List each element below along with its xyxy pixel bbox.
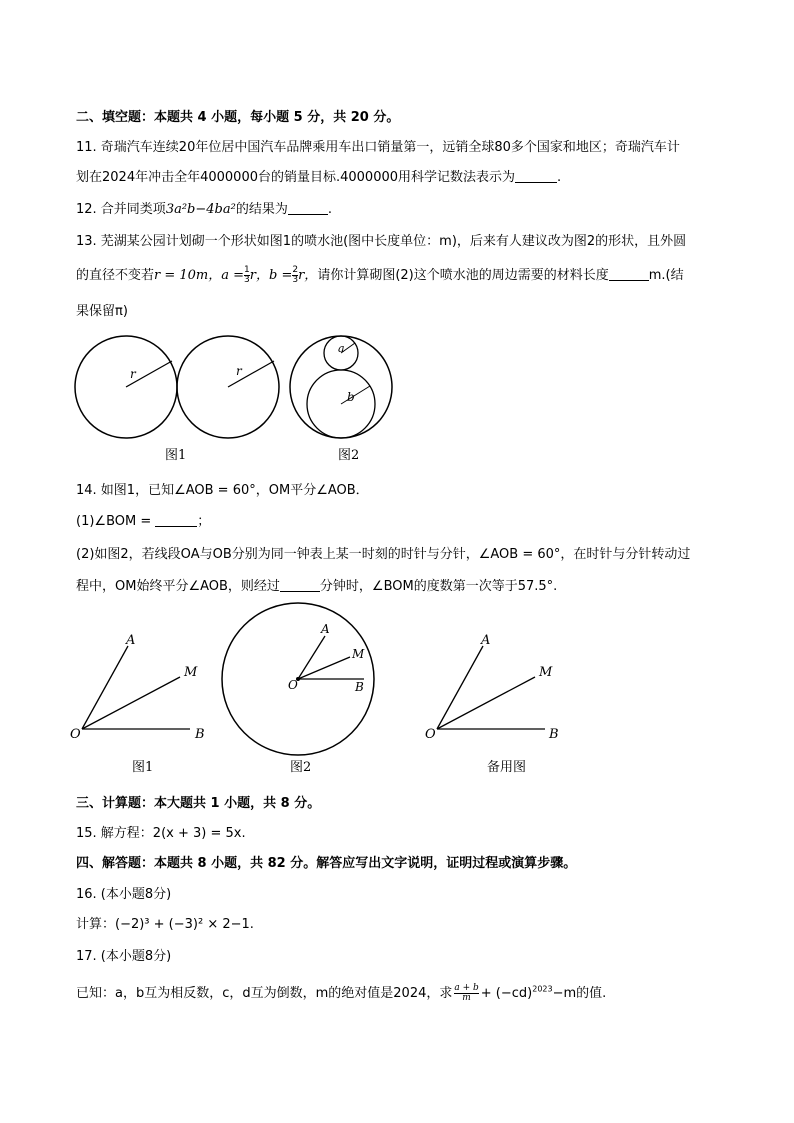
fig1-right-r-label: r bbox=[236, 364, 242, 378]
q17-text-b: + (−cd) bbox=[480, 986, 533, 1001]
section-4-heading: 四、解答题：本题共 8 小题，共 82 分。解答应写出文字说明，证明过程或演算步骤。 bbox=[76, 856, 577, 871]
q17-header: 17. (本小题8分) bbox=[76, 949, 172, 964]
q15-text: 15. 解方程：2(x + 3) = 5x. bbox=[76, 826, 246, 841]
q12-answer-blank[interactable] bbox=[288, 202, 328, 215]
fig2-label-O: O bbox=[288, 678, 298, 692]
q13-a-numerator: 1 bbox=[244, 265, 250, 275]
q14-part1-blank[interactable] bbox=[155, 514, 197, 527]
fig14-caption-1: 图1 bbox=[132, 760, 154, 775]
q13-line2 bbox=[76, 264, 684, 285]
q17-exponent: 2023 bbox=[532, 984, 553, 994]
q17-text bbox=[76, 982, 606, 1003]
fig2-b-radius bbox=[341, 386, 370, 404]
section-2-heading: 二、填空题：本题共 4 小题，每小题 5 分，共 20 分。 bbox=[76, 110, 400, 125]
q14-part1-end: ； bbox=[197, 514, 211, 529]
q13-a-r: r， bbox=[249, 268, 269, 283]
q14-figure bbox=[0, 595, 794, 780]
fig1-label-A: A bbox=[126, 633, 136, 648]
fig3-label-O: O bbox=[425, 727, 436, 742]
fig3-label-M: M bbox=[539, 665, 553, 680]
q11-text: 划在2024年冲击全年4000000台的销量目标.4000000用科学记数法表示为 bbox=[76, 170, 516, 185]
fig13-caption-2: 图2 bbox=[338, 448, 360, 463]
fig2-label-B: B bbox=[355, 680, 364, 694]
q13-b-numerator: 2 bbox=[292, 265, 299, 275]
fig2-ray-OM bbox=[298, 657, 350, 679]
q13-line3: 果保留π) bbox=[76, 304, 128, 319]
q16-header: 16. (本小题8分) bbox=[76, 887, 172, 902]
fig1-label-M: M bbox=[184, 665, 198, 680]
q12-suffix: 的结果为 bbox=[235, 202, 288, 217]
q14-part2-text-a: 程中，OM始终平分∠AOB，则经过 bbox=[76, 579, 280, 594]
q13-a-denominator: 3 bbox=[244, 275, 250, 285]
q17-fraction-denominator: m bbox=[454, 993, 478, 1003]
q13-text-c: m.(结 bbox=[648, 268, 684, 283]
q12-prefix: 12. 合并同类项 bbox=[76, 202, 166, 217]
q14-part2-line1: (2)如图2，若线段OA与OB分别为同一钟表上某一时刻的时针与分针，∠AOB = 60°，在时针与分针转动过 bbox=[76, 547, 691, 562]
q12-end: . bbox=[327, 202, 332, 217]
fig2-ray-OA bbox=[298, 636, 325, 679]
q13-r-value: r = 10m， bbox=[154, 268, 222, 283]
q13-b-eq: b = bbox=[269, 268, 293, 283]
fig1-label-B: B bbox=[195, 727, 205, 742]
q17-text-a: 已知：a，b互为相反数，c，d互为倒数，m的绝对值是2024，求 bbox=[76, 986, 453, 1001]
fig14-caption-3: 备用图 bbox=[487, 760, 527, 775]
fig2-label-M: M bbox=[352, 647, 365, 661]
fig2-a-label: a bbox=[338, 342, 345, 355]
q12-line bbox=[76, 198, 332, 217]
section-3-heading: 三、计算题：本大题共 1 小题，共 8 分。 bbox=[76, 796, 321, 811]
q13-line1: 13. 芜湖某公园计划砌一个形状如图1的喷水池(图中长度单位：m)，后来有人建议改为图2的形状，且外圆 bbox=[76, 234, 687, 249]
q13-answer-blank[interactable] bbox=[609, 268, 649, 281]
q17-fraction-numerator: a + b bbox=[454, 983, 479, 993]
q11-answer-blank[interactable] bbox=[515, 170, 557, 183]
q17-fraction bbox=[454, 984, 478, 1003]
q14-part2-blank[interactable] bbox=[280, 579, 320, 592]
fig1-left-r-label: r bbox=[130, 367, 136, 381]
fig1-label-O: O bbox=[70, 727, 81, 742]
q16-text: 计算：(−2)³ + (−3)² × 2−1. bbox=[76, 917, 254, 932]
fig3-label-A: A bbox=[481, 633, 491, 648]
q11-line1: 11. 奇瑞汽车连续20年位居中国汽车品牌乘用车出口销量第一，远销全球80多个国家和地区；奇瑞汽车计 bbox=[76, 140, 680, 155]
fig2-label-A: A bbox=[321, 622, 330, 636]
q13-text-a: 的直径不变若 bbox=[76, 268, 155, 283]
q12-expression: 3a²b−4ba² bbox=[165, 202, 236, 217]
q11-end: . bbox=[557, 170, 562, 185]
q14-line1: 14. 如图1，已知∠AOB = 60°，OM平分∠AOB． bbox=[76, 483, 369, 498]
q11-line2 bbox=[76, 166, 561, 185]
q13-b-r: r， bbox=[298, 268, 318, 283]
fig1-right-radius bbox=[228, 361, 274, 387]
q13-figure bbox=[0, 325, 794, 475]
q13-b-denominator: 3 bbox=[292, 275, 299, 285]
q13-a-eq: a = bbox=[221, 268, 245, 283]
fig2-b-label: b bbox=[347, 390, 355, 404]
q13-text-b: 请你计算砌图(2)这个喷水池的周边需要的材料长度 bbox=[317, 268, 609, 283]
fig3-label-B: B bbox=[549, 727, 559, 742]
q14-part2-text-b: 分钟时，∠BOM的度数第一次等于57.5°. bbox=[319, 579, 558, 594]
fig14-caption-2: 图2 bbox=[290, 760, 312, 775]
q14-part2-line2 bbox=[76, 575, 557, 594]
fig13-caption-1: 图1 bbox=[165, 448, 187, 463]
q14-part1-text: (1)∠BOM = bbox=[76, 514, 152, 529]
q17-text-c: −m的值. bbox=[552, 986, 607, 1001]
q14-part1 bbox=[76, 510, 210, 529]
